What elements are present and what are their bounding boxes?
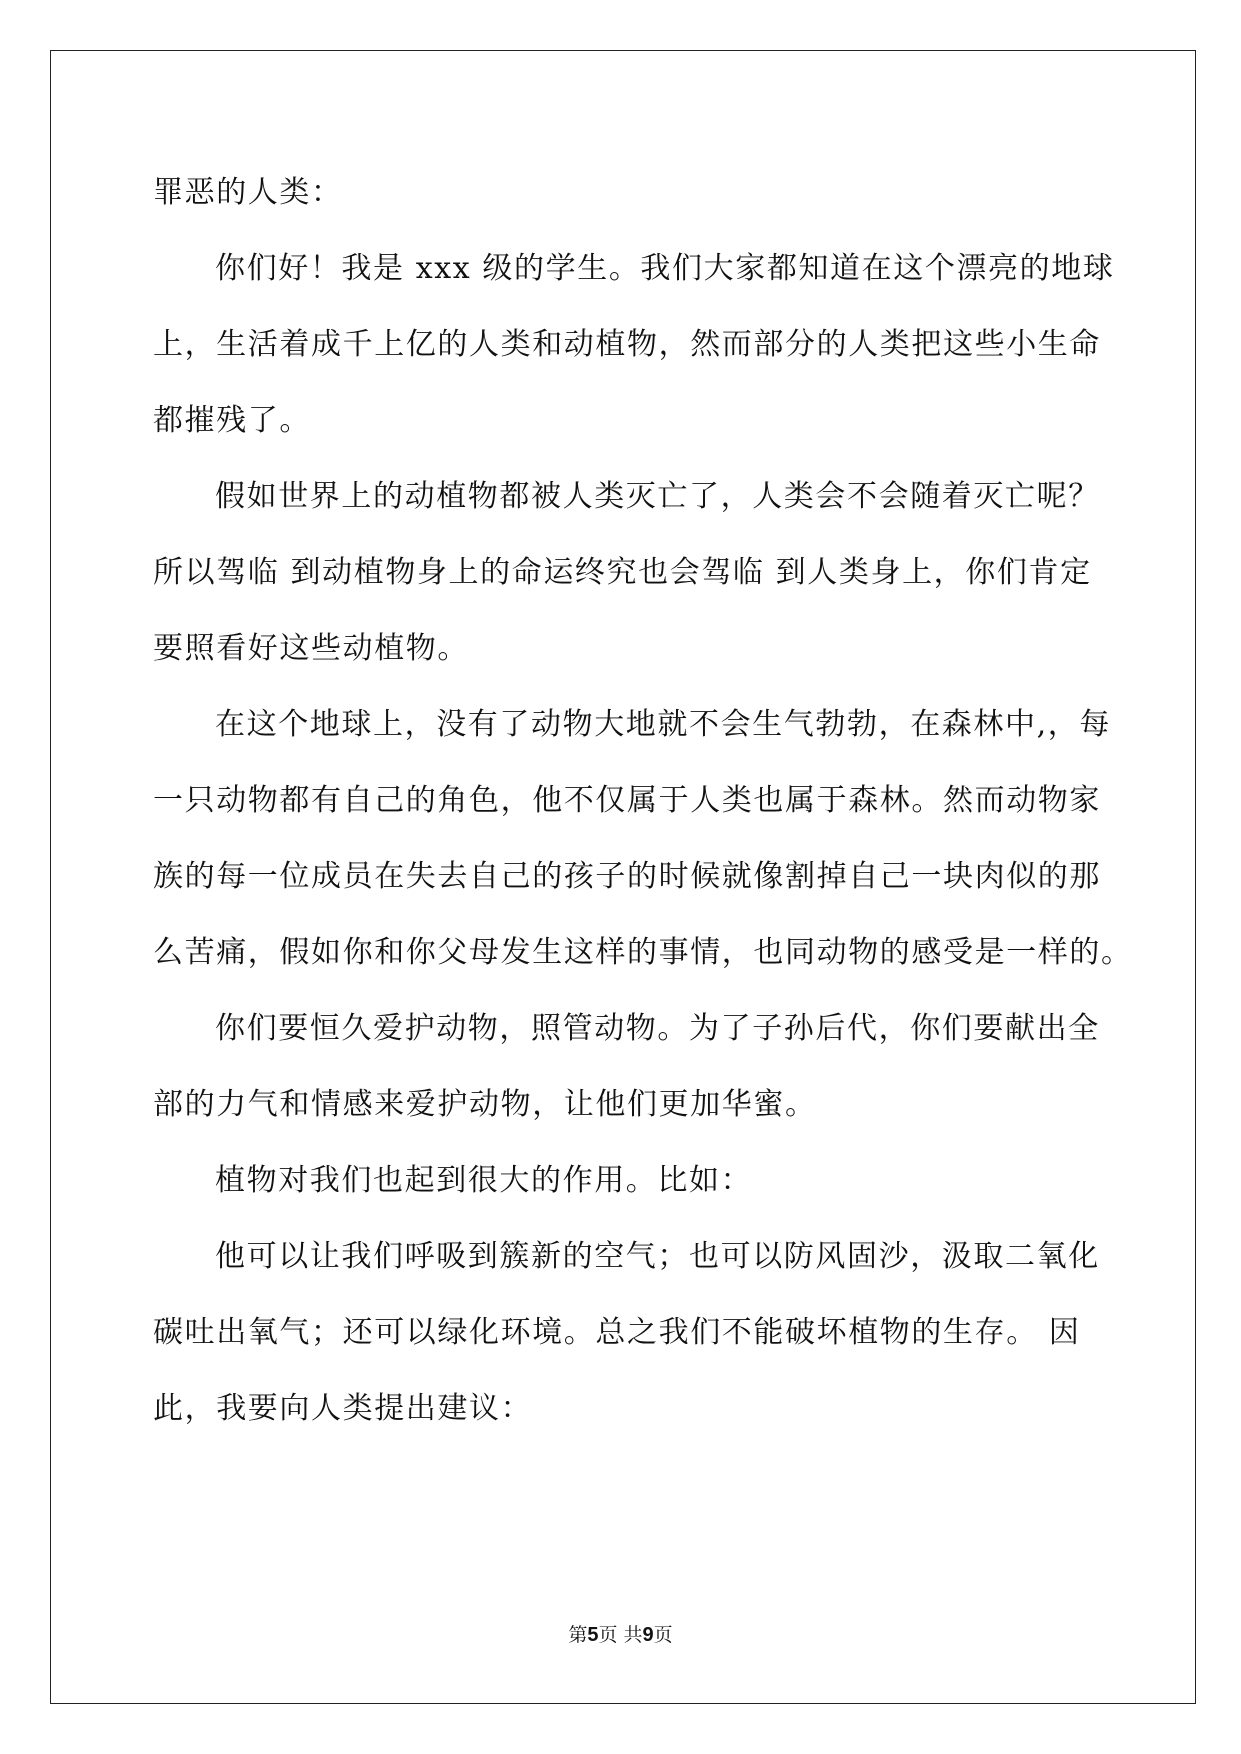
text-line: 都摧残了。 [153, 403, 311, 438]
text-line: 族的每一位成员在失去自己的孩子的时候就像割掉自己一块肉似的那 [153, 859, 1101, 894]
footer-middle: 页 共 [598, 1624, 643, 1646]
text-line: 植物对我们也起到很大的作用。比如： [215, 1163, 753, 1198]
footer-suffix: 页 [653, 1624, 673, 1646]
page-footer [0, 1620, 1241, 1647]
footer-prefix: 第 [568, 1624, 588, 1646]
text-line: 碳吐出氧气；还可以绿化环境。总之我们不能破坏植物的生存。 因 [153, 1315, 1081, 1350]
text-line: 你们要恒久爱护动物，照管动物。为了子孙后代，你们要献出全 [215, 1011, 1100, 1046]
text-line: 一只动物都有自己的角色，他不仅属于人类也属于森林。然而动物家 [153, 783, 1101, 818]
text-line: 所以驾临 到动植物身上的命运终究也会驾临 到人类身上，你们肯定 [153, 555, 1092, 590]
text-line: 假如世界上的动植物都被人类灭亡了，人类会不会随着灭亡呢？ [215, 479, 1100, 514]
footer-page-number: 5 [587, 1624, 599, 1646]
text-line: 罪恶的人类： [153, 175, 343, 210]
text-line: 要照看好这些动植物。 [153, 631, 469, 666]
footer-total-pages: 9 [642, 1624, 654, 1646]
text-line: 么苦痛，假如你和你父母发生这样的事情，也同动物的感受是一样的。 [153, 935, 1133, 970]
text-line: 部的力气和情感来爱护动物，让他们更加华蜜。 [153, 1087, 817, 1122]
text-line: 在这个地球上，没有了动物大地就不会生气勃勃，在森林中,，每 [215, 707, 1111, 742]
text-line: 此，我要向人类提出建议： [153, 1391, 533, 1426]
text-line: 上，生活着成千上亿的人类和动植物，然而部分的人类把这些小生命 [153, 327, 1101, 362]
text-line: 你们好！我是 xxx 级的学生。我们大家都知道在这个漂亮的地球 [215, 251, 1115, 286]
text-line: 他可以让我们呼吸到簇新的空气；也可以防风固沙，汲取二氧化 [215, 1239, 1100, 1274]
document-body [153, 155, 1133, 1447]
